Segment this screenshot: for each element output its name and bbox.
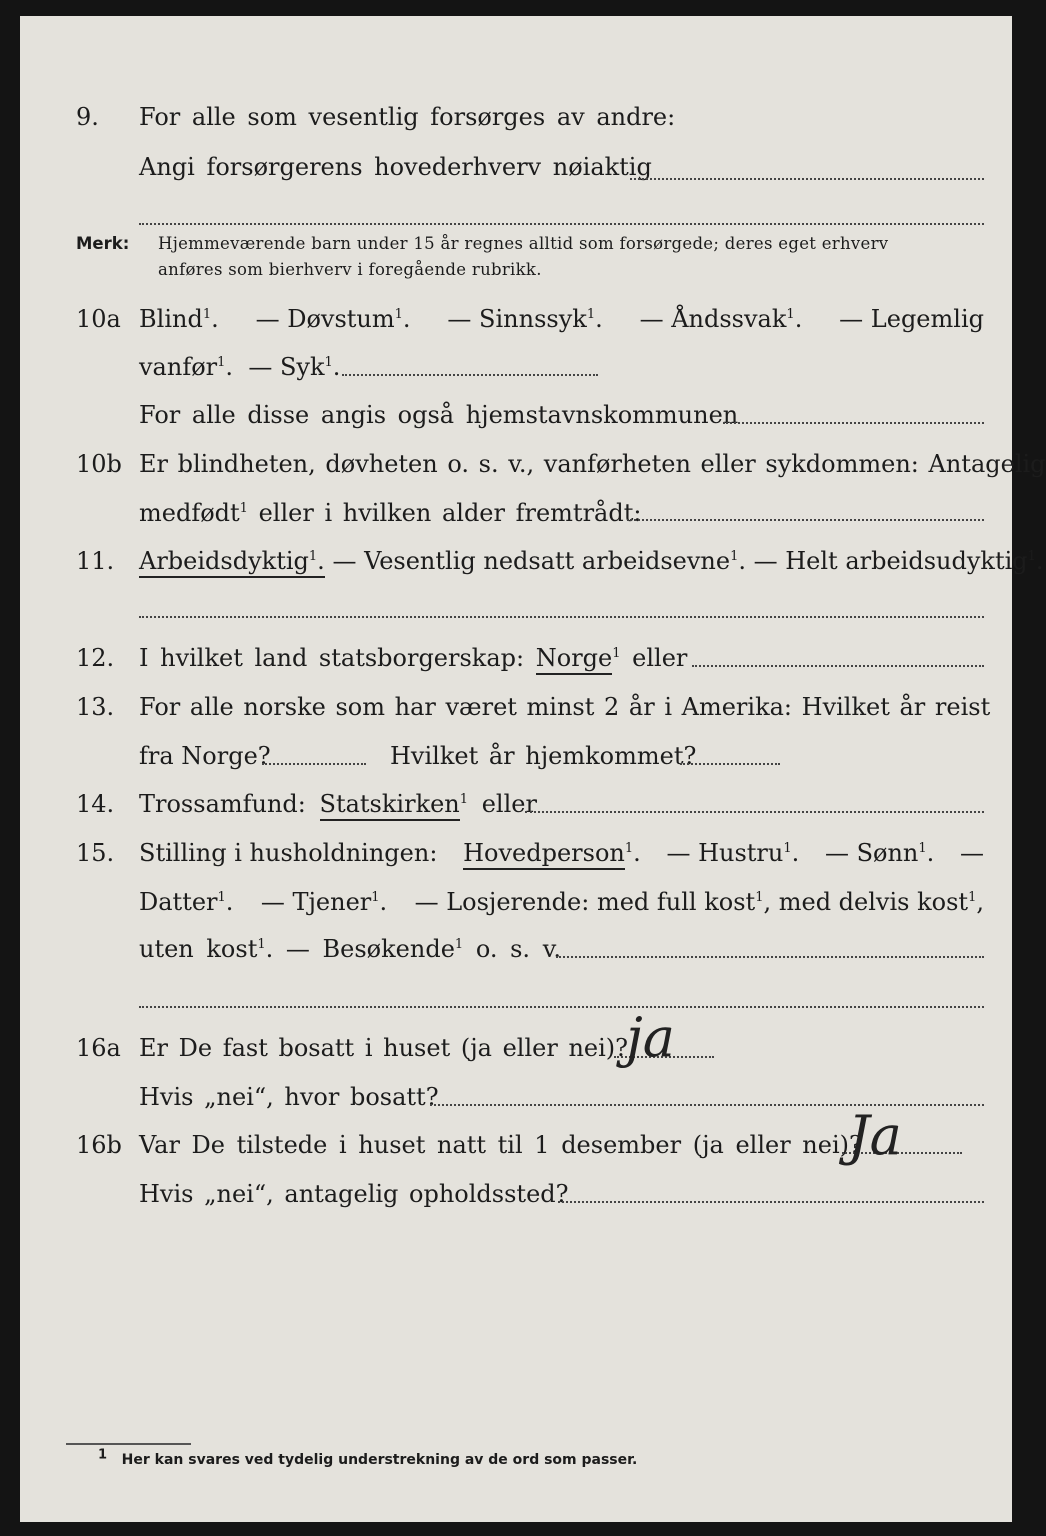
handwritten-answer: ja	[626, 1006, 675, 1069]
option: — Døvstum$^1$.	[255, 305, 411, 333]
option: Blind$^1$.	[139, 305, 219, 333]
selected-option: Statskirken	[320, 790, 460, 821]
question-text: Er blindheten, døvheten o. s. v., vanførheten eller sykdommen: Antagelig	[139, 450, 1046, 478]
footnote-text: Her kan svares ved tydelig understrekning av de ord som passer.	[121, 1452, 638, 1468]
question-number: 15.	[76, 839, 115, 867]
handwritten-answer: Ja	[848, 1104, 902, 1167]
question-text: For alle disse angis også hjemstavnskommunen	[139, 401, 739, 429]
question-text: medfødt$^1$ eller i hvilken alder fremtrådt:	[139, 499, 642, 527]
answer-line[interactable]	[525, 811, 984, 813]
answer-line[interactable]	[556, 956, 984, 958]
answer-line[interactable]	[723, 422, 984, 424]
answer-line[interactable]	[342, 374, 598, 376]
question-text: For alle norske som har været minst 2 år i Amerika: Hvilket år reist	[139, 693, 991, 721]
census-form-page	[20, 16, 1046, 1522]
footnote-mark: 1	[98, 1447, 108, 1463]
answer-line[interactable]	[139, 616, 984, 618]
answer-line[interactable]	[558, 1201, 984, 1203]
question-text: Var De tilstede i huset natt til 1 desember (ja eller nei)?	[139, 1131, 862, 1159]
question-text: Hvis „nei“, antagelig opholdssted?	[139, 1180, 569, 1208]
answer-line[interactable]	[692, 665, 984, 667]
question-number: 11.	[76, 547, 115, 575]
options-row: uten kost$^1$. — Besøkende$^1$ o. s. v.	[139, 935, 562, 963]
option-line: vanfør$^1$. — Syk$^1$.	[139, 353, 341, 381]
question-text: Hvis „nei“, hvor bosatt?	[139, 1083, 439, 1111]
selected-option: Arbeidsdyktig$^1$.	[139, 547, 325, 578]
question-text: Hvilket år hjemkommet?	[390, 742, 697, 770]
question-text: Angi forsørgerens hovederhverv nøiaktig	[139, 153, 652, 181]
answer-line[interactable]	[139, 1006, 984, 1008]
question-text: fra Norge?	[139, 742, 271, 770]
option: — Legemlig	[839, 305, 984, 333]
question-number: 14.	[76, 790, 115, 818]
question-number: 16b	[76, 1131, 122, 1159]
note-text: Hjemmeværende barn under 15 år regnes alltid som forsørgede; deres eget erhverv	[158, 234, 889, 253]
option: — Åndssvak$^1$.	[639, 305, 803, 333]
note-label: Merk:	[76, 234, 130, 253]
answer-line[interactable]	[262, 763, 366, 765]
question-number: 10a	[76, 305, 121, 333]
question-number: 16a	[76, 1034, 121, 1062]
answer-line[interactable]	[139, 223, 984, 225]
question-text: Er De fast bosatt i huset (ja eller nei)?	[139, 1034, 629, 1062]
option: — Sinnssyk$^1$.	[447, 305, 603, 333]
selected-option: Norge	[536, 644, 613, 675]
question-text: For alle som vesentlig forsørges av andre:	[139, 103, 676, 131]
question-number: 12.	[76, 644, 115, 672]
question-number: 13.	[76, 693, 115, 721]
question-text: Trossamfund: Statskirken$^1$ eller	[139, 789, 537, 819]
answer-line[interactable]	[627, 519, 984, 521]
question-text: I hvilket land statsborgerskap: Norge$^1$ eller	[139, 643, 687, 673]
footnote	[98, 1447, 638, 1468]
options-row: Stilling i husholdningen: Hovedperson$^1$. — Hustru$^1$. — Sønn$^1$. —	[139, 838, 984, 868]
answer-line[interactable]	[680, 763, 780, 765]
note-text: anføres som bierhverv i foregående rubrikk.	[158, 260, 542, 279]
question-number: 9.	[76, 103, 99, 131]
question-number: 10b	[76, 450, 122, 478]
options-row: Arbeidsdyktig$^1$. — Vesentlig nedsatt arbeidsevne$^1$. — Helt arbeidsudyktig$^1$.	[139, 546, 1044, 576]
footnote-rule	[66, 1443, 191, 1445]
options-row: Datter$^1$. — Tjener$^1$. — Losjerende: med full kost$^1$, med delvis kost$^1$,	[139, 888, 984, 916]
options-row	[139, 304, 984, 334]
answer-line[interactable]	[630, 178, 984, 180]
selected-option: Hovedperson	[463, 839, 625, 870]
